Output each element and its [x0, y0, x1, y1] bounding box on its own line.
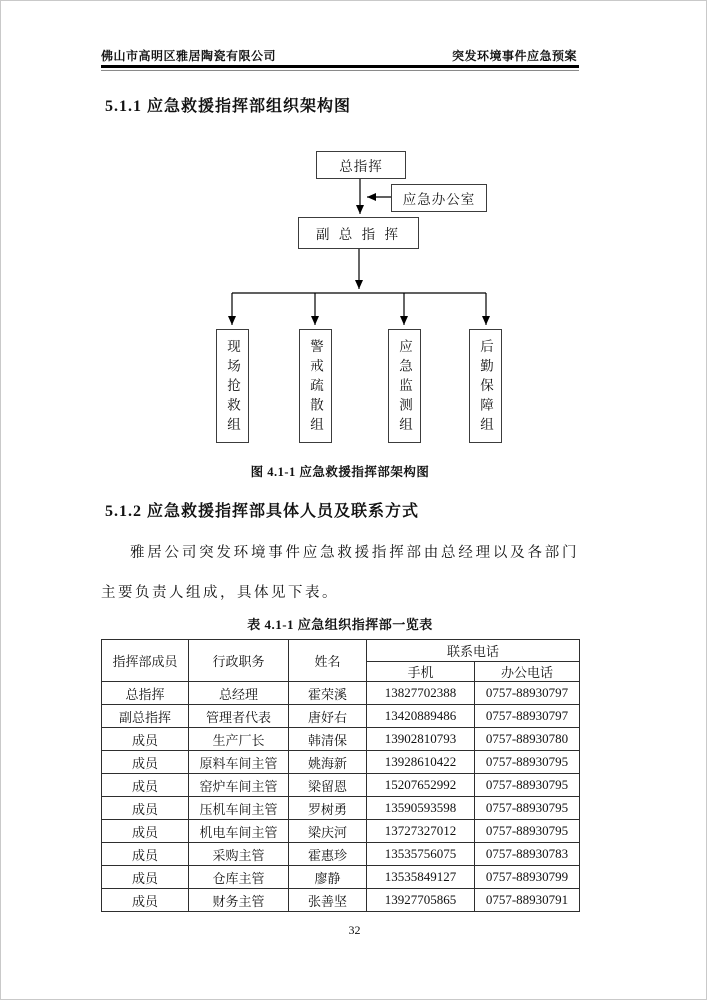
- cell-office-phone: 0757-88930795: [475, 797, 580, 820]
- org-box-logistics-support-group: 后勤保障组: [469, 329, 502, 443]
- table-row: [102, 705, 580, 728]
- cell-member: 成员: [102, 774, 189, 797]
- header-rule-thick: [101, 65, 579, 68]
- cell-member: 成员: [102, 728, 189, 751]
- cell-name: 罗树勇: [289, 797, 367, 820]
- cell-office-phone: 0757-88930795: [475, 774, 580, 797]
- cell-name: 张善坚: [289, 889, 367, 912]
- cell-position: 管理者代表: [189, 705, 289, 728]
- table-row: [102, 820, 580, 843]
- cell-position: 机电车间主管: [189, 820, 289, 843]
- cell-office-phone: 0757-88930780: [475, 728, 580, 751]
- cell-mobile: 13535756075: [367, 843, 475, 866]
- col-header-member: 指挥部成员: [102, 640, 189, 682]
- cell-position: 财务主管: [189, 889, 289, 912]
- contact-table: [101, 639, 580, 912]
- section-5-1-1-heading: 5.1.1 应急救援指挥部组织架构图: [105, 98, 352, 115]
- header-rule-thin: [101, 70, 579, 71]
- cell-office-phone: 0757-88930797: [475, 705, 580, 728]
- cell-office-phone: 0757-88930791: [475, 889, 580, 912]
- cell-position: 窑炉车间主管: [189, 774, 289, 797]
- table-header-row-1: [102, 640, 580, 662]
- table-row: [102, 889, 580, 912]
- cell-mobile: 13420889486: [367, 705, 475, 728]
- cell-mobile: 13590593598: [367, 797, 475, 820]
- body-paragraph: 雅居公司突发环境事件应急救援指挥部由总经理以及各部门主要负责人组成，具体见下表。: [101, 545, 579, 601]
- org-box-onsite-rescue-group: 现场抢救组: [216, 329, 249, 443]
- table-row: [102, 682, 580, 705]
- cell-position: 仓库主管: [189, 866, 289, 889]
- cell-position: 原料车间主管: [189, 751, 289, 774]
- header-company-name: 佛山市高明区雅居陶瓷有限公司: [101, 49, 277, 63]
- cell-name: 廖静: [289, 866, 367, 889]
- table-row: [102, 728, 580, 751]
- table-row: [102, 866, 580, 889]
- section-5-1-2-heading: 5.1.2 应急救援指挥部具体人员及联系方式: [105, 503, 420, 520]
- cell-member: 副总指挥: [102, 705, 189, 728]
- org-box-warning-evacuation-group: 警戒疏散组: [299, 329, 332, 443]
- org-box-emergency-monitoring-group: 应急监测组: [388, 329, 421, 443]
- table-title: 表 4.1-1 应急组织指挥部一览表: [247, 617, 433, 632]
- cell-office-phone: 0757-88930795: [475, 820, 580, 843]
- org-chart: [101, 141, 579, 453]
- cell-mobile: 13827702388: [367, 682, 475, 705]
- cell-name: 唐妤右: [289, 705, 367, 728]
- cell-name: 霍荣溪: [289, 682, 367, 705]
- cell-mobile: 13902810793: [367, 728, 475, 751]
- cell-position: 采购主管: [189, 843, 289, 866]
- cell-office-phone: 0757-88930795: [475, 751, 580, 774]
- org-box-emergency-office: 应急办公室: [391, 184, 487, 212]
- header-doc-title: 突发环境事件应急预案: [451, 49, 577, 63]
- org-box-deputy-commander: 副 总 指 挥: [298, 217, 419, 249]
- cell-member: 总指挥: [102, 682, 189, 705]
- cell-mobile: 15207652992: [367, 774, 475, 797]
- cell-name: 梁庆河: [289, 820, 367, 843]
- cell-office-phone: 0757-88930783: [475, 843, 580, 866]
- cell-position: 压机车间主管: [189, 797, 289, 820]
- cell-mobile: 13535849127: [367, 866, 475, 889]
- col-header-position: 行政职务: [189, 640, 289, 682]
- cell-member: 成员: [102, 866, 189, 889]
- page-number: 32: [348, 923, 361, 937]
- cell-mobile: 13927705865: [367, 889, 475, 912]
- cell-mobile: 13727327012: [367, 820, 475, 843]
- figure-caption: 图 4.1-1 应急救援指挥部架构图: [250, 465, 430, 479]
- cell-name: 梁留恩: [289, 774, 367, 797]
- cell-member: 成员: [102, 843, 189, 866]
- col-header-mobile: 手机: [367, 662, 475, 682]
- cell-name: 姚海新: [289, 751, 367, 774]
- table-row: [102, 797, 580, 820]
- cell-member: 成员: [102, 820, 189, 843]
- org-chart-connectors: [101, 141, 579, 453]
- cell-position: 生产厂长: [189, 728, 289, 751]
- col-header-contact: 联系电话: [367, 640, 580, 662]
- cell-name: 韩清保: [289, 728, 367, 751]
- cell-office-phone: 0757-88930797: [475, 682, 580, 705]
- cell-mobile: 13928610422: [367, 751, 475, 774]
- org-box-chief-commander: 总指挥: [316, 151, 406, 179]
- table-row: [102, 774, 580, 797]
- col-header-office-phone: 办公电话: [475, 662, 580, 682]
- table-row: [102, 843, 580, 866]
- cell-member: 成员: [102, 797, 189, 820]
- cell-position: 总经理: [189, 682, 289, 705]
- cell-name: 霍惠珍: [289, 843, 367, 866]
- col-header-name: 姓名: [289, 640, 367, 682]
- table-row: [102, 751, 580, 774]
- cell-member: 成员: [102, 751, 189, 774]
- cell-member: 成员: [102, 889, 189, 912]
- cell-office-phone: 0757-88930799: [475, 866, 580, 889]
